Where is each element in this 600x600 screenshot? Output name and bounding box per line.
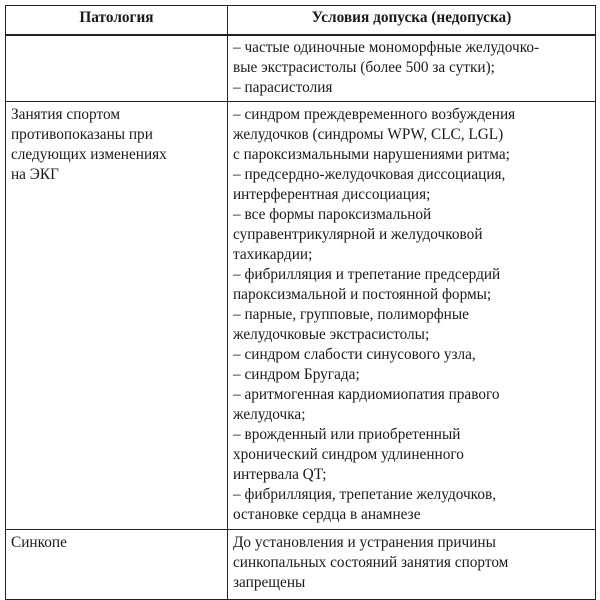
condition-line: вые экстрасистолы (более 500 за сутки);	[233, 59, 495, 76]
condition-line: – предсердно-желудочковая диссоциация,	[233, 166, 506, 183]
condition-line: суправентрикулярной и желудочковой	[233, 226, 483, 243]
conditions-cell	[228, 102, 596, 530]
condition-line: – парные, групповые, полиморфные	[233, 306, 469, 323]
pathology-cell	[6, 530, 228, 600]
condition-line: – синдром Бругада;	[233, 366, 360, 383]
condition-line: – синдром слабости синусового узла,	[233, 346, 476, 363]
header-pathology: Патология	[6, 6, 228, 36]
condition-line: запрещены	[233, 574, 306, 591]
pathology-line: противопоказаны при	[11, 126, 153, 143]
condition-line: с пароксизмальными нарушениями ритма;	[233, 146, 510, 163]
condition-line: остановке сердца в анамнезе	[233, 506, 421, 523]
pathology-line: Синкопе	[11, 534, 67, 551]
condition-line: – парасистолия	[233, 79, 333, 96]
condition-line: желудочков (синдромы WPW, CLC, LGL)	[233, 126, 504, 143]
condition-line: пароксизмальной и постоянной формы;	[233, 286, 492, 303]
pathology-line: на ЭКГ	[11, 166, 59, 183]
condition-line: – синдром преждевременного возбуждения	[233, 106, 516, 123]
condition-line: желудочковые экстрасистолы;	[233, 326, 430, 343]
condition-line: желудочка;	[233, 406, 306, 423]
table-row	[6, 35, 596, 102]
table-row	[6, 102, 596, 530]
condition-line: До установления и устранения причины	[233, 534, 496, 551]
pathology-cell	[6, 102, 228, 530]
condition-line: – частые одиночные мономорфные желудочко-	[233, 39, 540, 56]
condition-line: – фибрилляция, трепетание желудочков,	[233, 486, 497, 503]
condition-line: – все формы пароксизмальной	[233, 206, 432, 223]
table-header-row	[6, 6, 596, 36]
condition-line: интервала QT;	[233, 466, 327, 483]
conditions-cell	[228, 530, 596, 600]
document-page	[5, 5, 595, 595]
condition-line: – аритмогенная кардиомиопатия правого	[233, 386, 500, 403]
header-conditions: Условия допуска (недопуска)	[228, 6, 596, 36]
conditions-cell	[228, 35, 596, 102]
ecg-admission-table	[5, 5, 596, 600]
pathology-line: следующих изменениях	[11, 146, 167, 163]
pathology-line: Занятия спортом	[11, 106, 120, 123]
condition-line: – фибрилляция и трепетание предсердий	[233, 266, 501, 283]
condition-line: синкопальных состояний занятия спортом	[233, 554, 509, 571]
condition-line: тахикардии;	[233, 246, 313, 263]
condition-line: – врожденный или приобретенный	[233, 426, 461, 443]
pathology-cell	[6, 35, 228, 102]
condition-line: интерферентная диссоциация;	[233, 186, 431, 203]
table-row	[6, 530, 596, 600]
condition-line: хронический синдром удлиненного	[233, 446, 464, 463]
